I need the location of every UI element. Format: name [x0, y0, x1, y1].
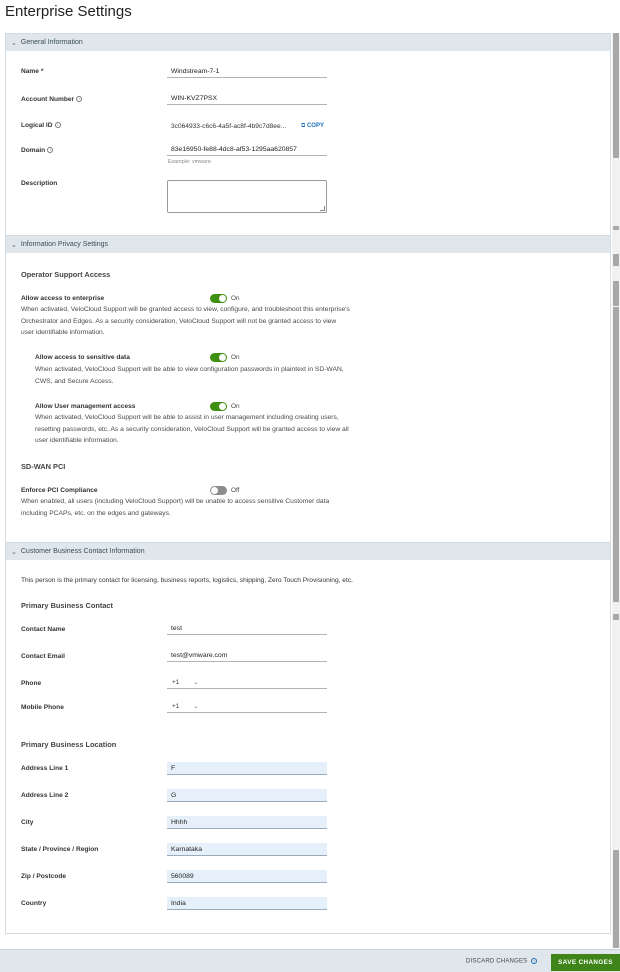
pci-compliance-description: When enabled, all users (including VeloCloud Support) will be unable to access sensitive Customer data including PCAPs, etc. on the edges and gateways.: [21, 498, 330, 517]
scrollbar-thumb[interactable]: [613, 33, 619, 158]
address-line-1-label: Address Line 1: [21, 765, 69, 772]
phone-country-code[interactable]: +1: [172, 679, 180, 686]
scrollbar-segment: [613, 254, 619, 266]
phone-label: Phone: [21, 680, 42, 687]
country-input[interactable]: India: [167, 897, 327, 910]
privacy-settings-title: Information Privacy Settings: [20, 241, 109, 248]
user-management-toggle[interactable]: [210, 402, 227, 411]
info-icon[interactable]: i: [531, 958, 537, 964]
info-icon[interactable]: i: [76, 96, 82, 102]
pci-compliance-toggle[interactable]: [210, 486, 227, 495]
country-label: Country: [21, 900, 47, 907]
footer-bar: [0, 949, 620, 972]
logical-id-label: Logical ID i: [21, 122, 61, 129]
copy-button[interactable]: ⧉ COPY: [301, 123, 324, 129]
account-number-input[interactable]: WIN-KVZ7PSX: [167, 92, 327, 105]
allow-enterprise-state: On: [231, 295, 240, 302]
name-label: Name *: [21, 68, 44, 75]
domain-label: Domain i: [21, 147, 53, 154]
zip-label: Zip / Postcode: [21, 873, 67, 880]
account-number-label: Account Number i: [21, 96, 82, 103]
user-management-state: On: [231, 403, 240, 410]
name-input[interactable]: Windstream-7-1: [167, 65, 327, 78]
mobile-phone-label: Mobile Phone: [21, 704, 64, 711]
address-line-2-input[interactable]: G: [167, 789, 327, 802]
scrollbar-segment: [613, 614, 619, 620]
address-line-2-label: Address Line 2: [21, 792, 69, 799]
allow-enterprise-toggle[interactable]: [210, 294, 227, 303]
mobile-country-code[interactable]: +1: [172, 703, 180, 710]
chevron-down-icon: ⌄: [11, 241, 17, 249]
sensitive-data-description: When activated, VeloCloud Support will be able to view configuration passwords in plaintext in SD-WAN, CWS, and Secure Access.: [35, 366, 344, 385]
primary-contact-title: Primary Business Contact: [21, 601, 114, 610]
city-label: City: [21, 819, 34, 826]
chevron-down-icon: ⌄: [11, 548, 17, 556]
business-contact-title: Customer Business Contact Information: [20, 548, 145, 555]
logical-id-value: 3c064933-c6c6-4a5f-ac8f-4b9c7d8ee...: [171, 123, 287, 130]
save-changes-button[interactable]: SAVE CHANGES: [551, 954, 620, 971]
info-icon[interactable]: i: [55, 122, 61, 128]
domain-hint: Example: vmware: [168, 159, 211, 165]
user-management-label: Allow User management access: [35, 403, 136, 410]
address-line-1-input[interactable]: F: [167, 762, 327, 775]
copy-icon: ⧉: [301, 123, 306, 129]
sensitive-data-toggle[interactable]: [210, 353, 227, 362]
primary-location-title: Primary Business Location: [21, 740, 117, 749]
phone-input[interactable]: [167, 676, 327, 689]
sensitive-data-state: On: [231, 354, 240, 361]
scrollbar-segment: [613, 307, 619, 602]
description-label: Description: [21, 180, 58, 187]
chevron-down-icon[interactable]: ⌄: [193, 680, 199, 686]
allow-enterprise-description: When activated, VeloCloud Support will be granted access to view, configure, and troubleshoot this enterprise's Orchestrator and Edges. As a security consideration, VeloCloud Support will not be granted access to view user identifiable information.: [21, 306, 350, 336]
general-information-title: General Information: [20, 39, 83, 46]
state-input[interactable]: Karnataka: [167, 843, 327, 856]
sensitive-data-label: Allow access to sensitive data: [35, 354, 130, 361]
state-label: State / Province / Region: [21, 846, 99, 853]
mobile-phone-input[interactable]: [167, 700, 327, 713]
scrollbar-segment: [613, 226, 619, 230]
scrollbar-segment: [613, 850, 619, 948]
business-contact-header[interactable]: [6, 543, 610, 560]
description-textarea[interactable]: [167, 180, 327, 213]
general-information-header[interactable]: [6, 34, 610, 51]
pci-compliance-label: Enforce PCI Compliance: [21, 487, 98, 494]
contact-email-input[interactable]: test@vmware.com: [167, 649, 327, 662]
domain-input[interactable]: 83e16950-fe88-4dc8-af53-1295aa620857: [167, 143, 327, 156]
contact-intro: This person is the primary contact for licensing, business reports, logistics, shipping, Zero Touch Provisioning, etc.: [21, 577, 353, 584]
allow-enterprise-label: Allow access to enterprise: [21, 295, 105, 302]
contact-email-label: Contact Email: [21, 653, 65, 660]
city-input[interactable]: Hhhh: [167, 816, 327, 829]
discard-changes-button[interactable]: DISCARD CHANGES i: [466, 958, 537, 965]
scrollbar-segment: [613, 281, 619, 306]
info-icon[interactable]: i: [47, 147, 53, 153]
pci-compliance-state: Off: [231, 487, 240, 494]
sdwan-pci-title: SD-WAN PCI: [21, 462, 66, 471]
privacy-settings-header[interactable]: [6, 236, 610, 253]
user-management-description: When activated, VeloCloud Support will be able to assist in user management including creating users, resetting passwords, etc. As a security consideration, VeloCloud Support will be granted access to view all user identifiable information.: [35, 414, 349, 444]
operator-support-title: Operator Support Access: [21, 270, 111, 279]
page-scrollbar[interactable]: [612, 33, 620, 948]
chevron-down-icon: ⌄: [11, 39, 17, 47]
chevron-down-icon[interactable]: ⌄: [193, 704, 199, 710]
page-title: Enterprise Settings: [5, 3, 132, 20]
contact-name-input[interactable]: test: [167, 622, 327, 635]
zip-input[interactable]: 560089: [167, 870, 327, 883]
contact-name-label: Contact Name: [21, 626, 66, 633]
